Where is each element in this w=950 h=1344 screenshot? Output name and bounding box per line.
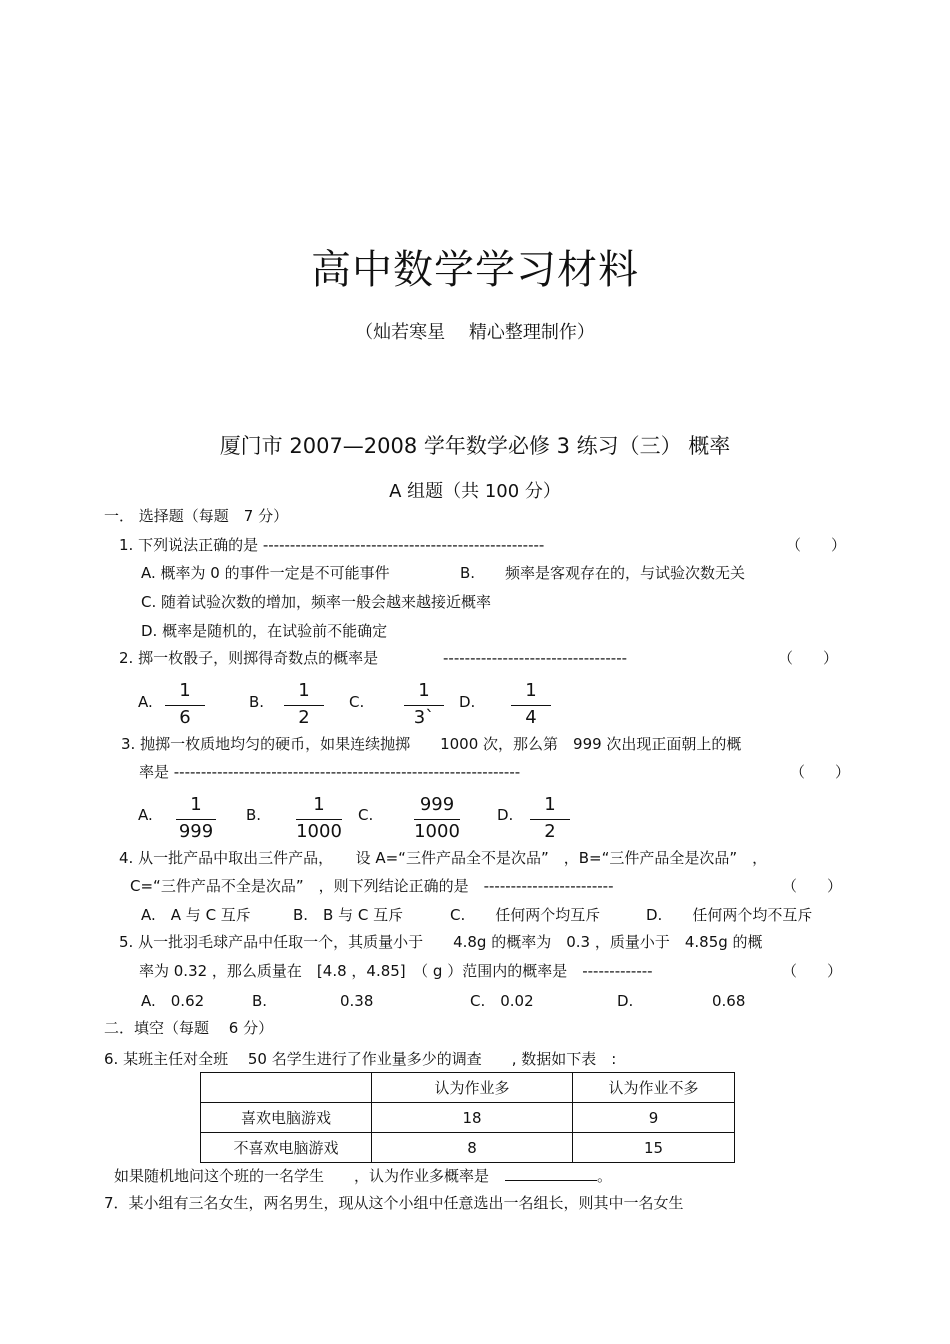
q2-stem: 2. 掷一枚骰子，则掷得奇数点的概率是 [119, 649, 379, 667]
table-header-row [201, 1073, 735, 1103]
fraction-bar [414, 819, 460, 820]
q4-answer-paren: （ ） [782, 877, 843, 895]
q2-fraction-d [511, 682, 551, 729]
answer-blank [505, 1166, 597, 1181]
denominator: 999 [178, 821, 214, 842]
q6-stem: 6. 某班主任对全班 50 名学生进行了作业量多少的调查 , 数据如下表 : [104, 1050, 617, 1068]
table-row [201, 1103, 735, 1133]
q5-stem-line1: 5. 从一批羽毛球产品中任取一个，其质量小于 4.8g 的概率为 0.3 ，质量小于 4.85g 的概 [119, 933, 763, 951]
numerator: 1 [190, 794, 202, 815]
q4-option-a: A. A 与 C 互斥 [141, 906, 251, 924]
numerator: 999 [419, 794, 455, 815]
fraction-bar [284, 705, 324, 706]
numerator: 1 [525, 680, 537, 701]
q1-stem: 1. 下列说法正确的是 ---------------------------------------------------- [119, 536, 545, 554]
q2-fraction-c [404, 682, 444, 729]
q3-label-a: A. [138, 806, 153, 824]
q3-answer-paren: （ ） [790, 763, 851, 781]
q4-stem-line1: 4. 从一批产品中取出三件产品， 设 A=“三件产品全不是次品” ，B=“三件产品全是次品” ， [119, 849, 768, 867]
q3-fraction-b [296, 796, 342, 843]
q5-option-c: C. 0.02 [470, 992, 534, 1010]
q1-option-c: C. 随着试验次数的增加，频率一般会越来越接近概率 [141, 593, 492, 611]
main-title: 高中数学学习材料 [311, 247, 639, 293]
fraction-bar [165, 705, 205, 706]
q2-label-a: A. [138, 693, 153, 711]
q3-stem-line1: 3. 抛掷一枚质地均匀的硬币，如果连续抛掷 1000 次，那么第 999 次出现正面朝上的概 [121, 735, 742, 753]
section1-heading: 一． 选择题（每题 7 分） [104, 507, 289, 525]
q2-answer-paren: （ ） [778, 649, 839, 667]
survey-table [200, 1072, 735, 1163]
numerator: 1 [298, 680, 310, 701]
q4-option-d: D. 任何两个均不互斥 [646, 906, 813, 924]
denominator: 1000 [296, 821, 342, 842]
q5-option-a: A. 0.62 [141, 992, 205, 1010]
denominator: 1000 [414, 821, 460, 842]
numerator: 1 [418, 680, 430, 701]
q2-label-b: B. [249, 693, 265, 711]
q3-label-d: D. [497, 806, 514, 824]
q3-fraction-a [176, 796, 216, 843]
q4-option-b: B. B 与 C 互斥 [293, 906, 404, 924]
q5-option-d-value: 0.68 [712, 992, 746, 1010]
q7-stem: 7．某小组有三名女生，两名男生，现从这个小组中任意选出一名组长，则其中一名女生 [104, 1194, 684, 1212]
numerator: 1 [313, 794, 325, 815]
q1-option-a: A. 概率为 0 的事件一定是不可能事件 [141, 564, 390, 582]
q1-answer-paren: （ ） [786, 536, 847, 554]
q5-answer-paren: （ ） [782, 962, 843, 980]
denominator: 4 [525, 707, 537, 728]
table-header-cell: 认为作业不多 [573, 1073, 735, 1103]
table-cell: 9 [573, 1103, 735, 1133]
q5-option-d-label: D. [617, 992, 634, 1010]
table-cell: 18 [372, 1103, 573, 1133]
q6-question [114, 1166, 612, 1184]
q3-label-b: B. [246, 806, 262, 824]
fraction-bar [404, 705, 444, 706]
table-cell: 15 [573, 1133, 735, 1163]
denominator: 2 [544, 821, 556, 842]
denominator: 3` [413, 707, 435, 728]
q3-fraction-c [414, 796, 460, 843]
fraction-bar [511, 705, 551, 706]
q2-fraction-b [284, 682, 324, 729]
numerator: 1 [179, 680, 191, 701]
q3-fraction-d [530, 796, 570, 843]
q6-question-text: 如果随机地问这个班的一名学生 ，认为作业多概率是 [114, 1167, 490, 1185]
q4-option-c: C. 任何两个均互斥 [450, 906, 601, 924]
section2-heading: 二．填空（每题 6 分） [104, 1019, 274, 1037]
table-header-cell: 认为作业多 [372, 1073, 573, 1103]
q2-fraction-a [165, 682, 205, 729]
q3-stem-line2: 率是 ---------------------------------------------------------------- [139, 763, 521, 781]
denominator: 6 [179, 707, 191, 728]
document-title: 厦门市 2007—2008 学年数学必修 3 练习（三） 概率 [219, 434, 731, 458]
table-header-cell [201, 1073, 372, 1103]
table-cell: 喜欢电脑游戏 [201, 1103, 372, 1133]
q6-question-end: 。 [597, 1167, 613, 1185]
q5-option-b-label: B. [252, 992, 268, 1010]
q1-option-b: B. 频率是客观存在的，与试验次数无关 [460, 564, 746, 582]
fraction-bar [296, 819, 342, 820]
fraction-bar [176, 819, 216, 820]
numerator: 1 [544, 794, 556, 815]
denominator: 2 [298, 707, 310, 728]
q4-stem-line2: C=“三件产品不全是次品” ，则下列结论正确的是 ------------------------ [130, 877, 614, 895]
q2-dashes: ---------------------------------- [443, 649, 628, 667]
q3-label-c: C. [358, 806, 374, 824]
q5-option-b-value: 0.38 [340, 992, 374, 1010]
q5-stem-line2: 率为 0.32 ，那么质量在 [4.8 ，4.85] （ g ）范围内的概率是 ------------- [139, 962, 653, 980]
table-cell: 8 [372, 1133, 573, 1163]
q1-option-d: D. 概率是随机的，在试验前不能确定 [141, 622, 388, 640]
subtitle: （灿若寒星 精心整理制作） [355, 322, 595, 343]
q2-label-c: C. [349, 693, 365, 711]
fraction-bar [530, 819, 570, 820]
group-title: A 组题（共 100 分） [389, 481, 561, 502]
table-row [201, 1133, 735, 1163]
table-cell: 不喜欢电脑游戏 [201, 1133, 372, 1163]
q2-label-d: D. [459, 693, 476, 711]
